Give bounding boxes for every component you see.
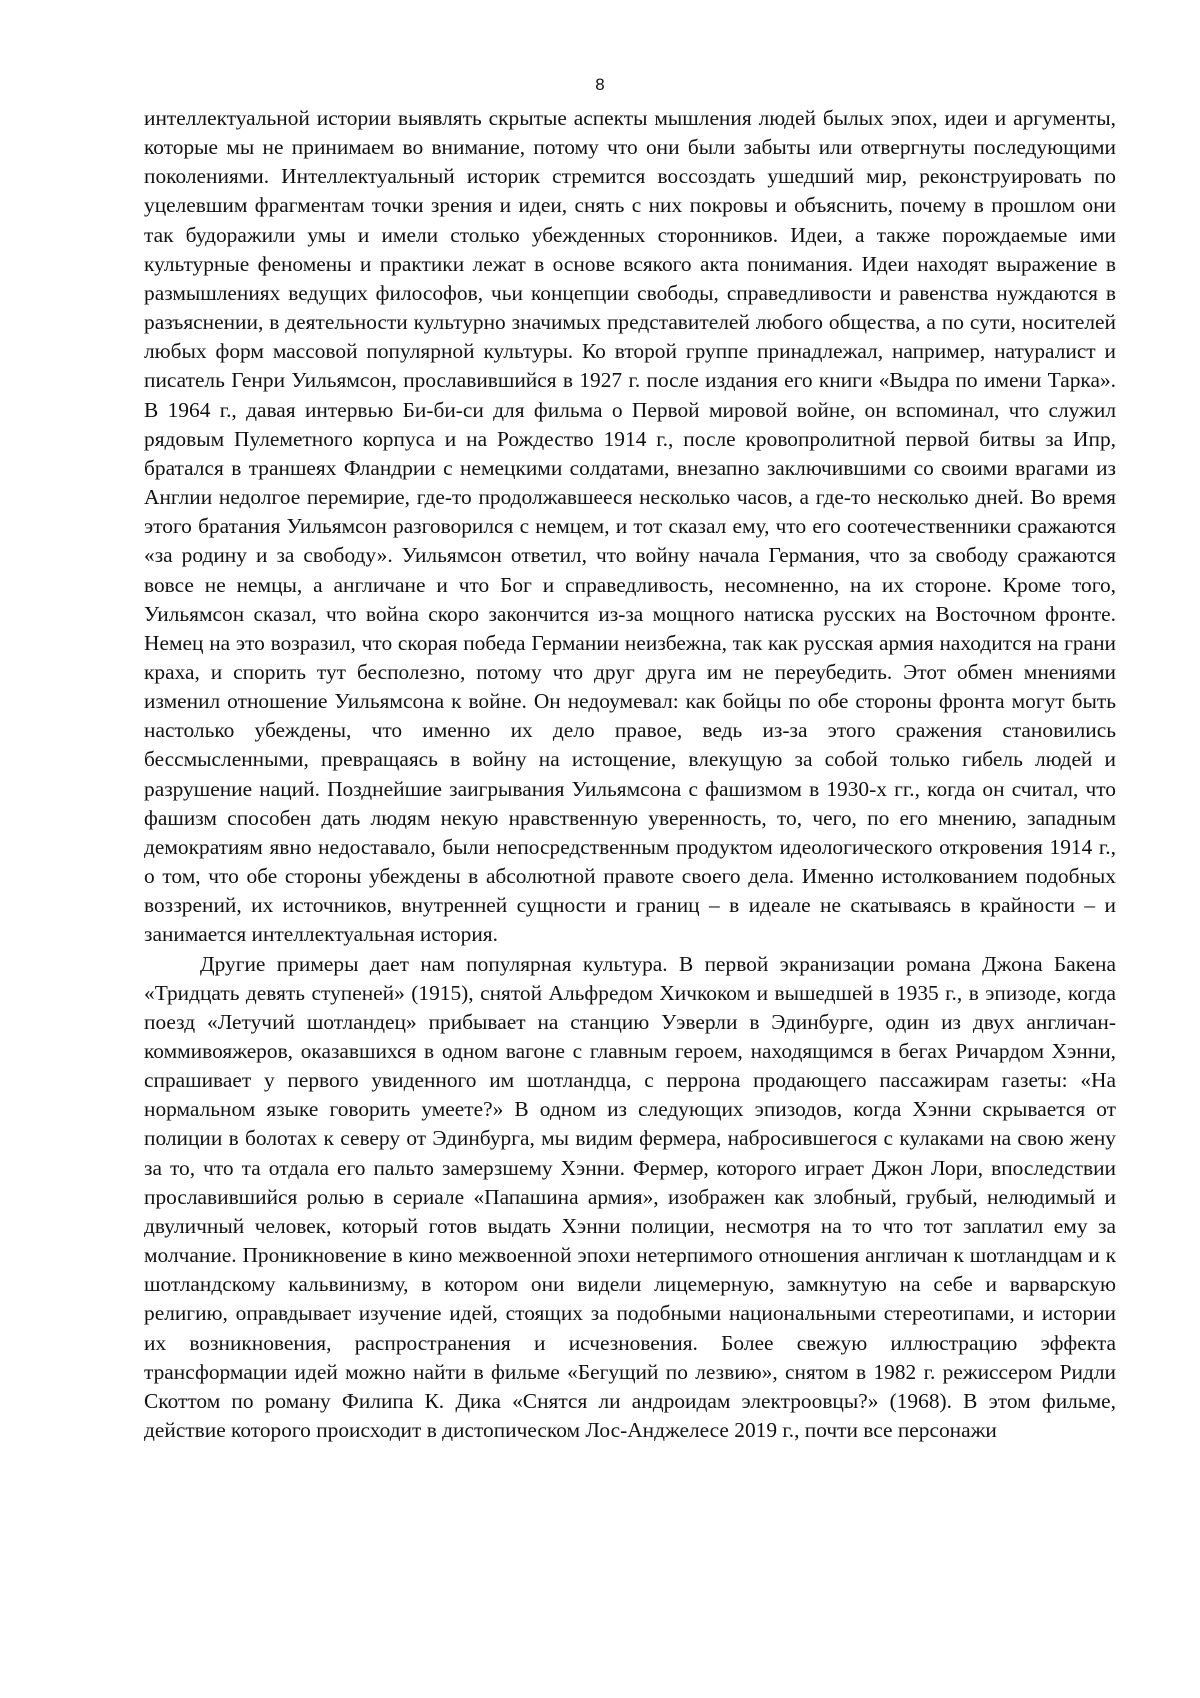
body-text	[144, 104, 1116, 1445]
paragraph-2: Другие примеры дает нам популярная культура. В первой экранизации романа Джона Бакена «Тридцать девять ступеней» (1915), снятой Альфредом Хичкоком и вышедшей в 1935 г., в эпизоде, когда поезд «Летучий шотландец» прибывает на станцию Уэверли в Эдинбурге, один из двух англичан-коммивояжеров, оказавшихся в одном вагоне с главным героем, находящимся в бегах Ричардом Хэнни, спрашивает у первого увиденного им шотландца, с перрона продающего пассажирам газеты: «На нормальном языке говорить умеете?» В одном из следующих эпизодов, когда Хэнни скрывается от полиции в болотах к северу от Эдинбурга, мы видим фермера, набросившегося с кулаками на свою жену за то, что та отдала его пальто замерзшему Хэнни. Фермер, которого играет Джон Лори, впоследствии прославившийся ролью в сериале «Папашина армия», изображен как злобный, грубый, нелюдимый и двуличный человек, который готов выдать Хэнни полиции, несмотря на то что тот заплатил ему за молчание. Проникновение в кино межвоенной эпохи нетерпимого отношения англичан к шотландцам и к шотландскому кальвинизму, в котором они видели лицемерную, замкнутую на себе и варварскую религию, оправдывает изучение идей, стоящих за подобными национальными стереотипами, и истории их возникновения, распространения и исчезновения. Более свежую иллюстрацию эффекта трансформации идей можно найти в фильме «Бегущий по лезвию», снятом в 1982 г. режиссером Ридли Скоттом по роману Филипа К. Дика «Снятся ли андроидам электроовцы?» (1968). В этом фильме, действие которого происходит в дистопическом Лос-Анджелесе 2019 г., почти все персонажи	[144, 951, 1116, 1443]
page-number: 8	[595, 75, 605, 94]
paragraph-1: интеллектуальной истории выявлять скрытые аспекты мышления людей былых эпох, идеи и аргументы, которые мы не принимаем во внимание, потому что они были забыты или отвергнуты последующими поколениями. Интеллектуальный историк стремится воссоздать ушедший мир, реконструировать по уцелевшим фрагментам точки зрения и идеи, снять с них покровы и объяснить, почему в прошлом они так будоражили умы и имели столько убежденных сторонников. Идеи, а также порождаемые ими культурные феномены и практики лежат в основе всякого акта понимания. Идеи находят выражение в размышлениях ведущих философов, чьи концепции свободы, справедливости и равенства нуждаются в разъяснении, в деятельности культурно значимых представителей любого общества, а по сути, носителей любых форм массовой популярной культуры. Ко второй группе принадлежал, например, натуралист и писатель Генри Уильямсон, прославившийся в 1927 г. после издания его книги «Выдра по имени Тарка». В 1964 г., давая интервью Би-би-си для фильма о Первой мировой войне, он вспоминал, что служил рядовым Пулеметного корпуса и на Рождество 1914 г., после кровопролитной первой битвы за Ипр, братался в траншеях Фландрии с немецкими солдатами, внезапно заключившими со своими врагами из Англии недолгое перемирие, где-то продолжавшееся несколько часов, а где-то несколько дней. Во время этого братания Уильямсон разговорился с немцем, и тот сказал ему, что его соотечественники сражаются «за родину и за свободу». Уильямсон ответил, что войну начала Германия, что за свободу сражаются вовсе не немцы, а англичане и что Бог и справедливость, несомненно, на их стороне. Кроме того, Уильямсон сказал, что война скоро закончится из-за мощного натиска русских на Восточном фронте. Немец на это возразил, что скорая победа Германии неизбежна, так как русская армия находится на грани краха, и спорить тут бесполезно, потому что друг друга им не переубедить. Этот обмен мнениями изменил отношение Уильямсона к войне. Он недоумевал: как бойцы по обе стороны фронта могут быть настолько убеждены, что именно их дело правое, ведь из-за этого сражения становились бессмысленными, превращаясь в войну на истощение, влекущую за собой только гибель людей и разрушение наций. Позднейшие заигрывания Уильямсона с фашизмом в 1930-х гг., когда он считал, что фашизм способен дать людям некую нравственную уверенность, то, чего, по его мнению, западным демократиям явно недоставало, были непосредственным продуктом идеологического откровения 1914 г., о том, что обе стороны убеждены в абсолютной правоте своего дела. Именно истолкованием подобных воззрений, их источников, внутренней сущности и границ – в идеале не скатываясь в крайности – и занимается интеллектуальная история.	[144, 106, 1116, 947]
